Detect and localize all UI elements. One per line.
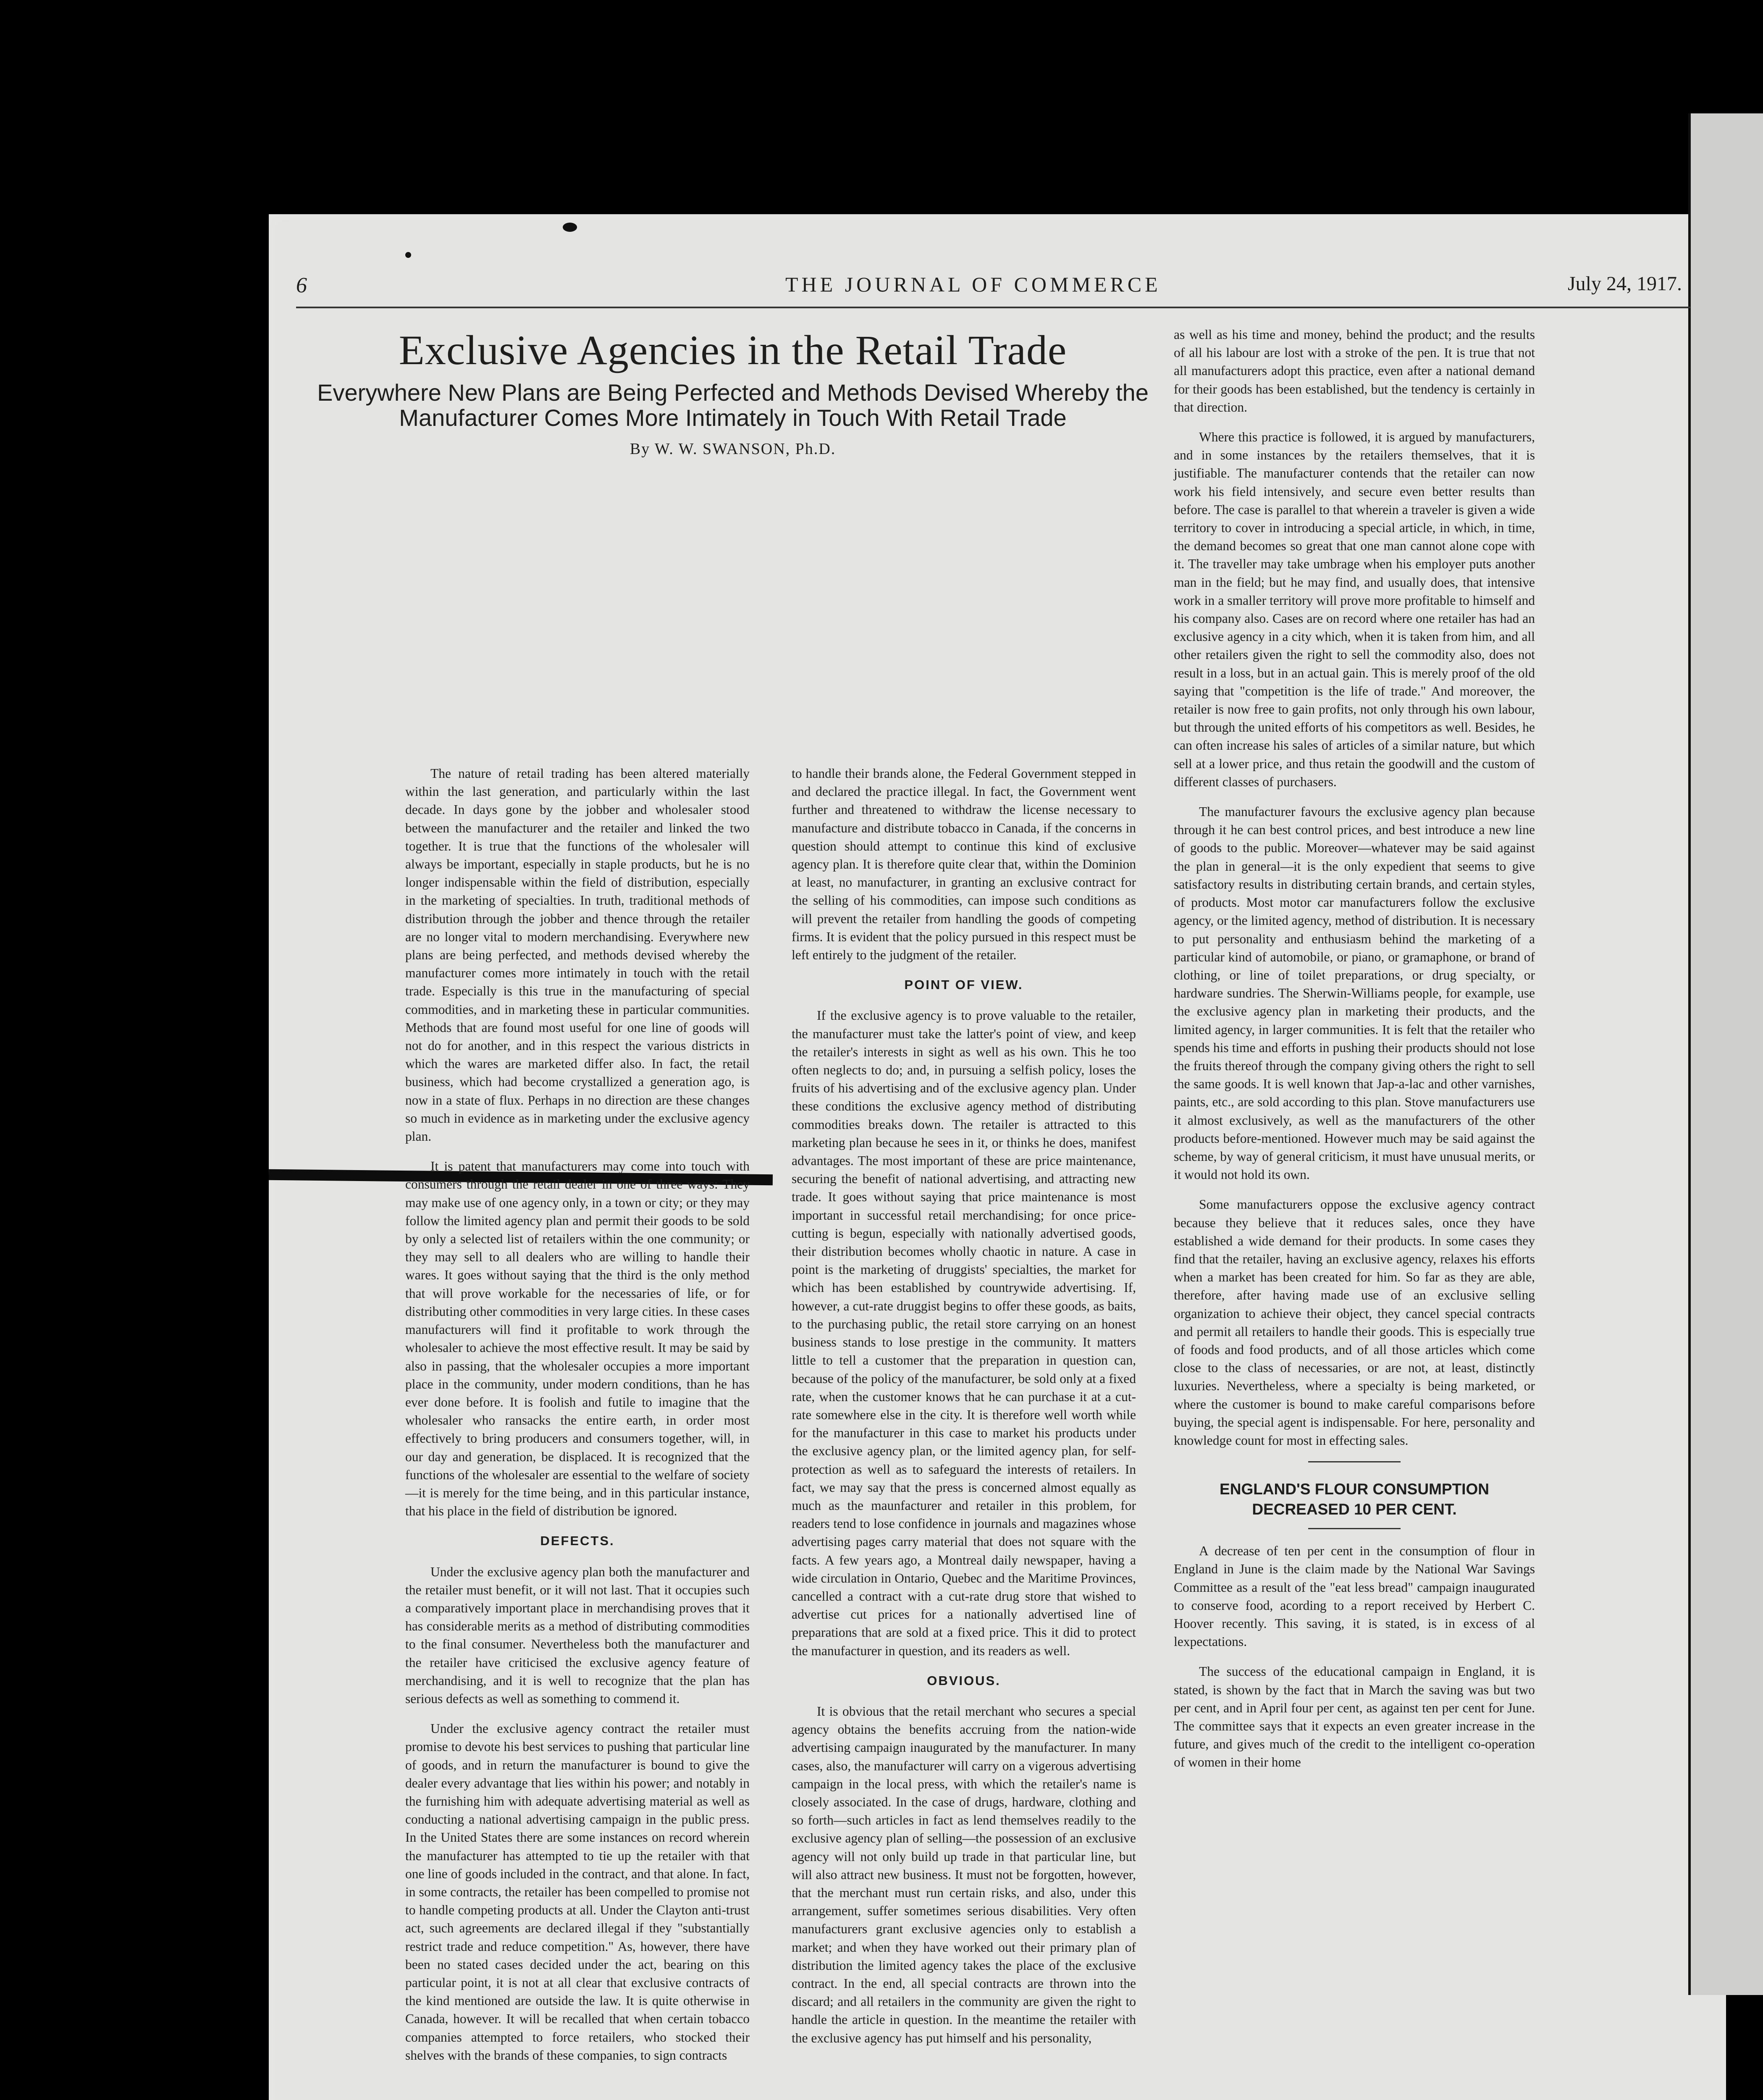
issue-date: July 24, 1917. bbox=[1567, 273, 1682, 295]
article-subtitle: Everywhere New Plans are Being Perfected and Methods Devised Whereby the Manufacturer Comes More Intimately in Touch With Retail Trade bbox=[317, 379, 1149, 431]
paragraph: The success of the educational campaign in England, it is stated, is shown by the fact that in March the saving was but two per cent, and in April four per cent, as against ten per cent for June. The committee says that it expects an even greater increase in the future, and gives much of the credit to the intelligent co-operation of women in their home bbox=[1174, 1664, 1535, 1770]
ink-blot bbox=[563, 223, 577, 232]
article-headline bbox=[317, 326, 1149, 458]
article-byline: By W. W. SWANSON, Ph.D. bbox=[630, 440, 836, 458]
ink-blot bbox=[405, 252, 411, 258]
adjacent-page-edge bbox=[1688, 113, 1763, 1995]
divider-rule bbox=[1308, 1461, 1401, 1462]
paragraph: If the exclusive agency is to prove valuable to the retailer, the manufacturer must take the latter's point of view, and keep the retailer's interests in sight as well as his own. This he too often neglects to do; and, in pursuing a selfish policy, loses the fruits of his advertising and of the exclusive agency plan. Under these conditions the exclusive agency method of distributing commodities breaks down. The retailer is attracted to this marketing plan because he sees in it, or thinks he does, manifest advantages. The most important of these are price maintenance, securing the benefit of national advertising, and attracting new trade. It goes without saying that price maintenance is most important in successful retail merchandising; for once price-cutting is begun, especially with nationally advertised goods, their distribution becomes wholly chaotic in nature. A case in point is the marketing of druggists' specialties, the market for which has been established by countrywide advertising. If, however, a cut-rate druggist begins to offer these goods, as baits, to the purchasing public, the retail store carrying on an honest business stands to lose prestige in the community. It matters little to tell a customer that the preparation in question can, because of the policy of the manufacturer, be sold only at a fixed rate, when the customer knows that he can purchase it at a cut-rate somewhere else in the city. It is therefore well worth while for the manufacturer in this case to market his products under the exclusive agency plan, or the limited agency plan, for self-protection as well as to safeguard the interests of retailers. In fact, we may say that the press is concerned almost equally as much as the maunfacturer and retailer in this problem, for readers tend to lose confidence in journals and magazines whose advertising pages carry material that does not square with the facts. A few years ago, a Montreal daily newspaper, having a wide circulation in Ontario, Quebec and the Maritime Provinces, cancelled a contract with a cut-rate drug store that wished to advertise cut prices for a nationally advertised line of preparations that are sold at a fixed price. This it did to protect the manufacturer in question, and its readers as well. bbox=[792, 1008, 1136, 1658]
column-2 bbox=[792, 764, 1136, 2059]
flour-article-heading: ENGLAND'S FLOUR CONSUMPTION DECREASED 10 PER CENT. bbox=[1220, 1480, 1489, 1518]
divider-rule bbox=[1308, 1528, 1401, 1529]
journal-name: THE JOURNAL OF COMMERCE bbox=[785, 273, 1161, 296]
paragraph: The nature of retail trading has been altered materially within the last generation, and particularly within the last decade. In days gone by the jobber and wholesaler stood between the manufacturer and the retailer and linked the two together. It is true that the functions of the wholesaler will always be important, especially in staple products, but he is no longer indispensable within the field of distribution, especially in the marketing of specialties. In truth, traditional methods of distribution through the jobber and thence through the retailer are no longer vital to modern merchandising. Everywhere new plans are being perfected, and methods devised whereby the manufacturer comes more intimately in touch with the retail trade. Especially is this true in the manufacturing of special commodities, and in marketing these in particular communities. Methods that are found most useful for one line of goods will not do for another, and in this respect the various districts in which the wares are marketed differ also. In fact, the retail business, which had become crystallized a generation ago, is now in a state of flux. Perhaps in no direction are these changes so much in evidence as in marketing under the exclusive agency plan. bbox=[405, 766, 750, 1144]
newspaper-page bbox=[296, 260, 1690, 2063]
column-3 bbox=[1174, 326, 1535, 1783]
paragraph: A decrease of ten per cent in the consumption of flour in England in June is the claim made by the National War Savings Committee as a result of the "eat less bread" campaign inaugurated to conserve food, acording to a report received by Herbert C. Hoover recently. This saving, it is stated, is in excess of al lexpectations. bbox=[1174, 1544, 1535, 1649]
page-header bbox=[296, 260, 1690, 308]
paragraph: Under the exclusive agency contract the retailer must promise to devote his best services to pushing that particular line of goods, and in return the manufacturer is bound to give the dealer every advantage that lies within his power; and notably in the furnishing him with adequate advertising material as well as conducting a national advertising campaign in the public press. In the United States there are some instances on record wherein the manufacturer has attempted to tie up the retailer with that one line of goods included in the contract, and that alone. In fact, in some contracts, the retailer has been compelled to promise not to handle competing products at all. Under the Clayton anti-trust act, such agreements are declared illegal if they "substantially restrict trade and reduce competition." As, however, there have been no stated cases decided under the act, bearing on this particular point, it is not at all clear that exclusive contracts of the kind mentioned are outside the law. It is quite otherwise in Canada, however. It will be recalled that when certain tobacco companies attempted to force retailers, who stocked their shelves with the brands of these companies, to sign contracts bbox=[405, 1721, 750, 2063]
article-title: Exclusive Agencies in the Retail Trade bbox=[399, 327, 1067, 373]
paragraph: The manufacturer favours the exclusive agency plan because through it he can best control prices, and best introduce a new line of goods to the public. Moreover—whatever may be said against the plan in general—it is the only expedient that seems to give satisfactory results in distributing certain brands, and certain styles, of products. Most motor car manufacturers follow the exclusive agency, or the limited agency, method of distribution. It is necessary to put personality and enthusiasm behind the marketing of a particular kind of automobile, or piano, or gramaphone, or brand of clothing, or line of toilet preparations, or drug specialty, or hardware sundries. The Sherwin-Williams people, for example, use the exclusive agency plan in marketing their products, and the limited agency, in larger communities. It is felt that the retailer who spends his time and efforts in pushing their products should not lose the fruits thereof through the company giving others the right to sell the same goods. It is well known that Jap-a-lac and other varnishes, paints, etc., are sold according to this plan. Stove manufacturers use it almost exclusively, as well as the manufacturers of the other products before-mentioned. However much may be said against the scheme, by way of general criticism, it must have unusual merits, or it would not hold its own. bbox=[1174, 804, 1535, 1182]
paragraph: Some manufacturers oppose the exclusive agency contract because they believe that it reduces sales, once they have established a wide demand for their products. In some cases they find that the retailer, having an exclusive agency, relaxes his efforts when a market has been created for him. So far as they are able, therefore, after having made use of an exclusive selling organization to achieve their object, they cancel special contracts and permit all retailers to handle their goods. This is especially true of foods and food products, and of all those articles which come close to the class of necessaries, or are not, at least, distinctly luxuries. Nevertheless, where a specialty is being marketed, or where the customer is bound to make careful comparisons before buying, the special agent is indispensable. For here, personality and knowledge count for most in effecting sales. bbox=[1174, 1197, 1535, 1448]
paragraph: Under the exclusive agency plan both the manufacturer and the retailer must benefit, or it will not last. That it occupies such a comparatively important place in merchandising proves that it has considerable merits as a method of distributing commodities to the final consumer. Nevertheless both the manufacturer and the retailer have criticised the exclusive agency feature of merchandising, and it is well to recognize that the plan has serious defects as well as something to commend it. bbox=[405, 1564, 750, 1706]
page-number: 6 bbox=[296, 273, 307, 297]
paragraph: Where this practice is followed, it is argued by manufacturers, and in some instances by the retailers themselves, that it is justifiable. The manufacturer contends that the retailer can now work his field intensively, and secure even better results than before. The case is parallel to that wherein a traveler is given a wide territory to cover in introducing a special article, in which, in time, the demand becomes so great that one man cannot alone cope with it. The traveller may take umbrage when his employer puts another man in the field; but he may find, and usually does, that intensive work in a smaller territory will prove more profitable to himself and his company also. Cases are on record where one retailer has had an exclusive agency in a city which, when it is taken from him, and all other retailers given the right to sell the commodity also, does not result in a loss, but in an actual gain. This is merely proof of the old saying that "competition is the life of trade." And moreover, the retailer is now free to gain profits, not only through his own labour, but through the united efforts of his competitors as well. Besides, he can often increase his sales of articles of a similar nature, but which sell at a lower price, and thus retain the goodwill and the custom of different classes of purchasers. bbox=[1174, 430, 1535, 789]
paragraph: as well as his time and money, behind the product; and the results of all his labour are lost with a stroke of the pen. It is true that not all manufacturers adopt this practice, even after a national demand for their goods has been established, but the tendency is certainly in that direction. bbox=[1174, 327, 1535, 415]
paragraph: It is obvious that the retail merchant who secures a special agency obtains the benefits accruing from the nation-wide advertising campaign inaugurated by the manufacturer. In many cases, also, the manufacturer will carry on a vigerous advertising campaign in the local press, with which the retailer's name is closely associated. In the case of drugs, hardware, clothing and so forth—such articles in fact as lend themselves readily to the exclusive agency plan of selling—the possession of an exclusive agency will not only build up trade in that particular line, but will also attract new business. It must not be forgotten, however, that the merchant must run certain risks, and also, under this arrangement, suffer sometimes serious disabilities. Very often manufacturers grant exclusive agencies only to establish a market; and when they have worked out their primary plan of distribution the limited agency takes the place of the exclusive contract. In the end, all special contracts are thrown into the discard; and all retailers in the community are given the right to handle the article in question. In the meantime the retailer with the exclusive agency has put himself and his personality, bbox=[792, 1704, 1136, 2045]
paragraph: It is patent that manufacturers may come into touch with consumers through the retail dealer in one of three ways: They may make use of one agency only, in a town or city; or they may follow the limited agency plan and permit their goods to be sold by only a selected list of retailers within the one community; or they may sell to all dealers who are willing to handle their wares. It goes without saying that the third is the only method that will prove workable for the necessaries of life, or for distributing other commodities in very large cities. In these cases manufacturers will find it profitable to work through the wholesaler to achieve the most effective result. It may be said by also in passing, that the wholesaler occupies a more important place in the community, under modern conditions, than he has ever done before. It is foolish and futile to imagine that the wholesaler who ransacks the entire earth, in order most effectively to bring producers and consumers together, will, in our day and generation, be displaced. It is recognized that the functions of the wholesaler are essential to the welfare of society—it is merely for the time being, and in this particular instance, that his place in the field of distribution be ignored. bbox=[405, 1159, 750, 1519]
section-heading-defects: DEFECTS. bbox=[540, 1533, 615, 1549]
section-heading-obvious: OBVIOUS. bbox=[927, 1673, 1001, 1688]
column-1 bbox=[405, 764, 750, 2076]
paragraph: to handle their brands alone, the Federal Government stepped in and declared the practice illegal. In fact, the Government went further and threatened to withdraw the license necessary to manufacture and distribute tobacco in Canada, if the concerns in question should attempt to continue this kind of exclusive agency plan. It is therefore quite clear that, within the Dominion at least, no manufacturer, in granting an exclusive contract for the selling of his commodities, can impose such conditions as will prevent the retailer from handling the goods of competing firms. It is evident that the policy pursued in this respect must be left entirely to the judgment of the retailer. bbox=[792, 766, 1136, 963]
section-heading-point-of-view: POINT OF VIEW. bbox=[904, 977, 1023, 992]
